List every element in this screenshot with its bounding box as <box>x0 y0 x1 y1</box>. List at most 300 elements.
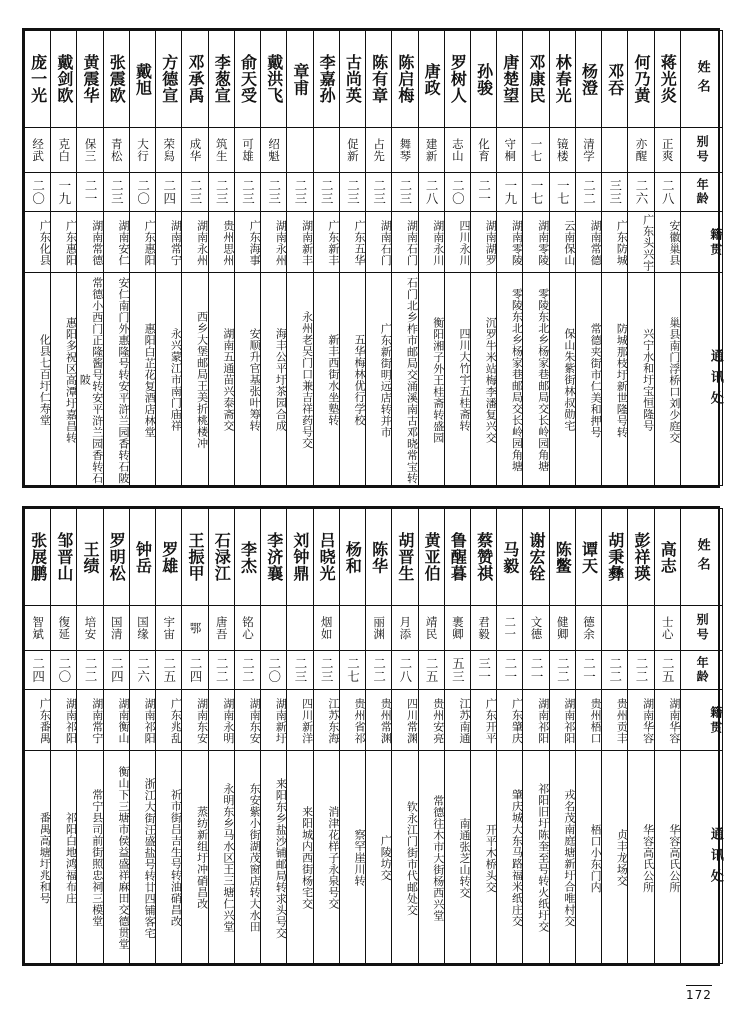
age-value: 五三 <box>450 657 466 683</box>
cell-age <box>444 173 470 212</box>
address-value: 钦永江门街市代邮处交 <box>405 800 419 916</box>
cell-name <box>182 31 208 128</box>
cell-age <box>287 651 313 690</box>
cell-native-place <box>497 212 523 273</box>
age-value: 二二 <box>581 179 597 205</box>
cell-native-place <box>287 690 313 751</box>
cell-address <box>523 751 549 964</box>
cell-address <box>628 751 654 964</box>
page-number: 172 <box>686 985 712 1002</box>
alias-value: 克白 <box>57 138 72 162</box>
cell-age <box>339 173 365 212</box>
table2-row-native <box>25 690 723 751</box>
cell-address <box>208 751 234 964</box>
native-place-value: 贵州省祁 <box>353 698 367 744</box>
column-header-label: 通讯处 <box>707 826 723 890</box>
cell-age <box>575 173 601 212</box>
cell-native-place <box>549 212 575 273</box>
cell-age <box>287 173 313 212</box>
cell-age <box>523 651 549 690</box>
cell-native-place <box>628 690 654 751</box>
name-value: 罗雄 <box>159 540 179 574</box>
age-value: 二〇 <box>56 657 72 683</box>
name-value: 陈鳖 <box>553 540 573 574</box>
native-place-value: 湖南石门 <box>405 220 419 266</box>
cell-native-place <box>575 212 601 273</box>
age-value: 二三 <box>292 179 308 205</box>
cell-address <box>497 273 523 486</box>
address-value: 永兴蒙江市南门庙祥 <box>169 328 183 432</box>
cell-address <box>418 273 444 486</box>
name-value: 邓承禹 <box>185 54 205 104</box>
cell-native-place <box>392 212 418 273</box>
cell-name <box>208 509 234 606</box>
cell-native-place <box>339 690 365 751</box>
cell-alias <box>523 606 549 651</box>
cell-address <box>392 273 418 486</box>
alias-value: 健卿 <box>555 616 570 640</box>
native-place-value: 四川常渊 <box>405 698 419 744</box>
native-place-value: 湖南零陵 <box>510 220 524 266</box>
cell-name <box>470 31 496 128</box>
alias-value: 荣舄 <box>162 138 177 162</box>
cell-age <box>261 173 287 212</box>
cell-name <box>234 31 260 128</box>
native-place-value: 湖南石门 <box>379 220 393 266</box>
cell-native-place <box>366 212 392 273</box>
native-place-value: 湖南永川 <box>431 220 445 266</box>
native-place-value: 四川永川 <box>457 220 471 266</box>
cell-native-place <box>523 212 549 273</box>
address-value: 蒸纺新组圩冲硝昌改 <box>195 806 209 910</box>
cell-native-place <box>654 690 680 751</box>
cell-address <box>103 751 129 964</box>
age-value: 二六 <box>634 179 650 205</box>
age-value: 二三 <box>240 179 256 205</box>
age-value: 二二 <box>83 657 99 683</box>
cell-alias <box>156 128 182 173</box>
alias-value: 镜楼 <box>555 138 570 162</box>
age-value: 二二 <box>607 657 623 683</box>
table2-row-alias <box>25 606 723 651</box>
alias-value: 復延 <box>57 616 72 640</box>
native-place-value: 湖南祁阳 <box>536 698 550 744</box>
alias-value: 亦醒 <box>634 138 649 162</box>
cell-address <box>51 273 77 486</box>
age-value: 二三 <box>371 179 387 205</box>
age-value: 二三 <box>319 657 335 683</box>
address-value: 石门北乡柞市邮局交涌溪南古邓晓常宝转 <box>405 276 419 484</box>
cell-native-place <box>470 212 496 273</box>
cell-native-place <box>182 212 208 273</box>
column-header-label: 通讯处 <box>707 348 723 412</box>
name-value: 王绩 <box>81 540 101 574</box>
cell-address <box>339 751 365 964</box>
alias-value: 筑生 <box>214 138 229 162</box>
cell-age <box>654 173 680 212</box>
cell-alias <box>418 606 444 651</box>
cell-native-place <box>182 690 208 751</box>
alias-value: 经武 <box>31 138 46 162</box>
cell-native-place <box>418 690 444 751</box>
alias-value: 文德 <box>529 616 544 640</box>
cell-native-place <box>470 690 496 751</box>
cell-age <box>261 651 287 690</box>
cell-name <box>51 31 77 128</box>
age-value: 二一 <box>529 657 545 683</box>
cell-name <box>575 31 601 128</box>
address-value: 衡山下三塘市侯益盛祥麻田交德贯堂 <box>116 766 130 950</box>
cell-native-place <box>261 212 287 273</box>
alias-value <box>340 606 365 650</box>
name-value: 林春光 <box>553 54 573 104</box>
cell-alias <box>444 606 470 651</box>
address-value: 常德小西门正隆酱号转安平浒兰园香转石陂 <box>78 276 104 484</box>
cell-native-place <box>497 690 523 751</box>
cell-native-place <box>444 212 470 273</box>
column-header-address <box>680 751 722 964</box>
name-value: 杨和 <box>343 540 363 574</box>
age-value: 三一 <box>476 657 492 683</box>
alias-value: 德余 <box>581 616 596 640</box>
name-value: 戴洪飞 <box>264 54 284 104</box>
native-place-value: 广东防城 <box>615 220 629 266</box>
native-place-value: 湖南衡山 <box>116 698 130 744</box>
cell-address <box>182 273 208 486</box>
cell-name <box>287 509 313 606</box>
name-value: 邓吞 <box>605 62 625 96</box>
age-value: 二二 <box>634 657 650 683</box>
cell-name <box>261 31 287 128</box>
native-place-value: 湖南新丰 <box>300 220 314 266</box>
cell-address <box>470 273 496 486</box>
cell-age <box>549 651 575 690</box>
age-value: 二三 <box>188 179 204 205</box>
age-value: 一九 <box>56 179 72 205</box>
cell-name <box>313 509 339 606</box>
cell-name <box>497 31 523 128</box>
cell-address <box>182 751 208 964</box>
table1-row-native <box>25 212 723 273</box>
column-header-alias <box>680 128 722 173</box>
address-value: 消津花样子永泉号交 <box>326 806 340 910</box>
cell-address <box>418 751 444 964</box>
cell-address <box>654 751 680 964</box>
address-value: 祁阳旧圩陈奎至号转火纸圩交 <box>536 783 550 933</box>
address-value: 常宁县司前街照忠祠三模堂 <box>90 789 104 927</box>
name-value: 罗明松 <box>107 532 127 582</box>
age-value: 二二 <box>555 657 571 683</box>
cell-alias <box>497 606 523 651</box>
cell-native-place <box>208 690 234 751</box>
native-place-value: 广东头兴宇 <box>641 214 655 272</box>
register-table-1 <box>22 28 723 488</box>
name-value: 胡晋生 <box>395 532 415 582</box>
cell-alias <box>103 606 129 651</box>
cell-age <box>156 651 182 690</box>
cell-address <box>339 273 365 486</box>
cell-native-place <box>418 212 444 273</box>
address-value: 惠阳多祝区高潭圩嘉昌转 <box>64 316 78 444</box>
address-value: 祁阳白地鸿福布庄 <box>64 812 78 904</box>
age-value: 二四 <box>109 657 125 683</box>
column-header-native-place <box>680 690 722 751</box>
alias-value: 国缘 <box>136 616 150 640</box>
column-header-label: 姓名 <box>694 60 710 98</box>
name-value: 吕晓光 <box>317 532 337 582</box>
native-place-value: 湖南东安 <box>248 698 262 744</box>
cell-name <box>392 509 418 606</box>
cell-address <box>156 751 182 964</box>
cell-address <box>575 273 601 486</box>
name-value: 张展鹏 <box>28 532 48 582</box>
alias-value <box>261 606 286 650</box>
cell-age <box>103 173 129 212</box>
cell-age <box>129 173 155 212</box>
cell-address <box>51 751 77 964</box>
cell-age <box>392 651 418 690</box>
cell-age <box>602 173 628 212</box>
address-value: 防城那枝圩新世隆号转 <box>615 322 629 438</box>
native-place-value: 湖南安仁 <box>116 220 130 266</box>
column-header-age <box>680 173 722 212</box>
column-header-alias <box>680 606 722 651</box>
age-value: 二四 <box>30 657 46 683</box>
native-place-value: 江苏南通 <box>457 698 471 744</box>
alias-value: 培安 <box>83 616 98 640</box>
cell-alias <box>313 606 339 651</box>
address-value: 海丰公平圩茶园合成 <box>274 328 288 432</box>
cell-native-place <box>523 690 549 751</box>
name-value: 高志 <box>658 540 678 574</box>
cell-name <box>549 509 575 606</box>
address-value: 察罕崖川转 <box>353 829 367 887</box>
name-value: 戴剑欧 <box>54 54 74 104</box>
cell-alias <box>628 606 654 651</box>
age-value: 二〇 <box>450 179 466 205</box>
address-value: 梧口小东门内 <box>589 823 603 893</box>
cell-alias <box>261 606 287 651</box>
cell-native-place <box>156 690 182 751</box>
cell-name <box>182 509 208 606</box>
native-place-value: 湖南华容 <box>641 698 655 744</box>
cell-age <box>497 651 523 690</box>
native-place-value: 广东化县 <box>38 220 52 266</box>
cell-native-place <box>77 690 103 751</box>
cell-address <box>287 273 313 486</box>
name-value: 何乃黄 <box>631 54 651 104</box>
age-value: 二四 <box>161 179 177 205</box>
cell-age <box>575 651 601 690</box>
age-value: 二〇 <box>266 657 282 683</box>
age-value: 二三 <box>292 657 308 683</box>
cell-age <box>51 173 77 212</box>
cell-address <box>366 273 392 486</box>
address-value: 广东新街明远店转并市 <box>379 322 393 438</box>
cell-alias <box>654 128 680 173</box>
name-value: 黄亚伯 <box>422 532 442 582</box>
table1-row-address <box>25 273 723 486</box>
cell-age <box>51 651 77 690</box>
cell-native-place <box>602 212 628 273</box>
cell-alias <box>182 128 208 173</box>
cell-name <box>418 31 444 128</box>
cell-alias <box>234 128 260 173</box>
cell-name <box>444 509 470 606</box>
register-table-2 <box>22 506 723 966</box>
alias-value: 君毅 <box>477 616 492 640</box>
cell-native-place <box>313 212 339 273</box>
address-value: 永明东乡马水区王三塘仁兴堂 <box>221 783 235 933</box>
age-value: 二一 <box>83 179 99 205</box>
address-value: 湖南五通苗兴泰斋交 <box>221 328 235 432</box>
cell-native-place <box>234 690 260 751</box>
alias-value <box>287 606 312 650</box>
cell-address <box>234 273 260 486</box>
cell-age <box>628 651 654 690</box>
table2-row-name <box>25 509 723 606</box>
cell-age <box>103 651 129 690</box>
age-value: 一七 <box>529 179 545 205</box>
alias-value: 可雄 <box>240 138 255 162</box>
cell-name <box>129 31 155 128</box>
native-place-value: 贵州常渊 <box>379 698 393 744</box>
native-place-value: 湖南永州 <box>274 220 288 266</box>
cell-age <box>470 173 496 212</box>
address-value: 兴宁水和圩宝恒隆号 <box>641 328 655 432</box>
cell-age <box>208 651 234 690</box>
cell-name <box>628 31 654 128</box>
name-value: 罗树人 <box>448 54 468 104</box>
name-value: 邹晋山 <box>54 532 74 582</box>
alias-value: 月添 <box>398 616 413 640</box>
address-value: 浙江大街汪盛盐号转廿四铺客宅 <box>143 777 157 939</box>
cell-alias <box>77 128 103 173</box>
alias-value: 青松 <box>109 138 124 162</box>
cell-name <box>156 509 182 606</box>
cell-alias <box>366 128 392 173</box>
cell-age <box>470 651 496 690</box>
address-value: 巢县南门浮桥口刘少庭交 <box>667 316 681 444</box>
cell-native-place <box>366 690 392 751</box>
name-value: 蔡赞祺 <box>474 532 494 582</box>
alias-value <box>314 128 339 172</box>
age-value: 二二 <box>371 657 387 683</box>
native-place-value: 湖南常宁 <box>90 698 104 744</box>
cell-age <box>418 651 444 690</box>
column-header-label: 籍贯 <box>708 228 723 258</box>
cell-name <box>156 31 182 128</box>
cell-alias <box>575 128 601 173</box>
address-value: 来阳东乡盐沙铺邮局转求头号交 <box>274 777 288 939</box>
cell-native-place <box>575 690 601 751</box>
name-value: 陈华 <box>369 540 389 574</box>
alias-value: 化育 <box>477 138 492 162</box>
cell-address <box>103 273 129 486</box>
cell-address <box>366 751 392 964</box>
cell-name <box>129 509 155 606</box>
address-value: 番禺高塘圩兆和号 <box>38 812 52 904</box>
cell-alias <box>549 128 575 173</box>
cell-age <box>182 651 208 690</box>
cell-name <box>234 509 260 606</box>
cell-address <box>208 273 234 486</box>
cell-address <box>77 273 103 486</box>
cell-address <box>313 751 339 964</box>
cell-address <box>549 751 575 964</box>
cell-address <box>25 273 51 486</box>
name-value: 陈有章 <box>369 54 389 104</box>
name-value: 黄震华 <box>81 54 101 104</box>
cell-name <box>470 509 496 606</box>
alias-value <box>602 128 627 172</box>
age-value: 二七 <box>345 657 361 683</box>
cell-address <box>470 751 496 964</box>
address-value: 沉罗牛米站梅李潘复兴交 <box>484 316 498 444</box>
cell-name <box>523 31 549 128</box>
cell-native-place <box>602 690 628 751</box>
cell-address <box>287 751 313 964</box>
alias-value: 靖民 <box>424 616 439 640</box>
name-value: 章甫 <box>290 62 310 96</box>
alias-value: 鄂 <box>188 622 203 634</box>
name-value: 刘钟鼎 <box>290 532 310 582</box>
address-value: 祈市街吕吉生号转油硝昌改 <box>169 789 183 927</box>
cell-age <box>182 173 208 212</box>
cell-age <box>418 173 444 212</box>
cell-age <box>339 651 365 690</box>
native-place-value: 云南保山 <box>562 220 576 266</box>
address-value: 南通张芝山转交 <box>457 817 471 899</box>
native-place-value: 贵州思州 <box>221 220 235 266</box>
name-value: 李嘉孙 <box>317 54 337 104</box>
cell-alias <box>156 606 182 651</box>
cell-age <box>25 651 51 690</box>
column-header-name <box>680 31 722 128</box>
age-value: 二三 <box>109 179 125 205</box>
cell-name <box>654 31 680 128</box>
cell-native-place <box>25 690 51 751</box>
cell-alias <box>602 128 628 173</box>
table1-row-age <box>25 173 723 212</box>
address-value: 戎名茂南庭塘新圩合唯村交 <box>562 789 576 927</box>
name-value: 杨澄 <box>579 62 599 96</box>
native-place-value: 湖南祁阳 <box>143 698 157 744</box>
alias-value: 丽渊 <box>372 616 387 640</box>
cell-address <box>77 751 103 964</box>
name-value: 蒋光炎 <box>658 54 678 104</box>
cell-native-place <box>654 212 680 273</box>
alias-value: 智斌 <box>31 616 46 640</box>
cell-native-place <box>77 212 103 273</box>
age-value: 二八 <box>397 657 413 683</box>
address-value: 贞丰龙场交 <box>615 829 629 887</box>
alias-value: 国清 <box>109 616 124 640</box>
native-place-value: 湖南华容 <box>667 698 681 744</box>
native-place-value: 广东开平 <box>484 698 498 744</box>
cell-age <box>366 651 392 690</box>
cell-name <box>339 31 365 128</box>
cell-alias <box>575 606 601 651</box>
cell-alias <box>287 606 313 651</box>
address-value: 五华梅林优行学校 <box>353 334 367 426</box>
age-value: 二三 <box>345 179 361 205</box>
cell-native-place <box>25 212 51 273</box>
cell-alias <box>51 606 77 651</box>
cell-address <box>392 751 418 964</box>
age-value: 二五 <box>424 657 440 683</box>
cell-address <box>129 273 155 486</box>
